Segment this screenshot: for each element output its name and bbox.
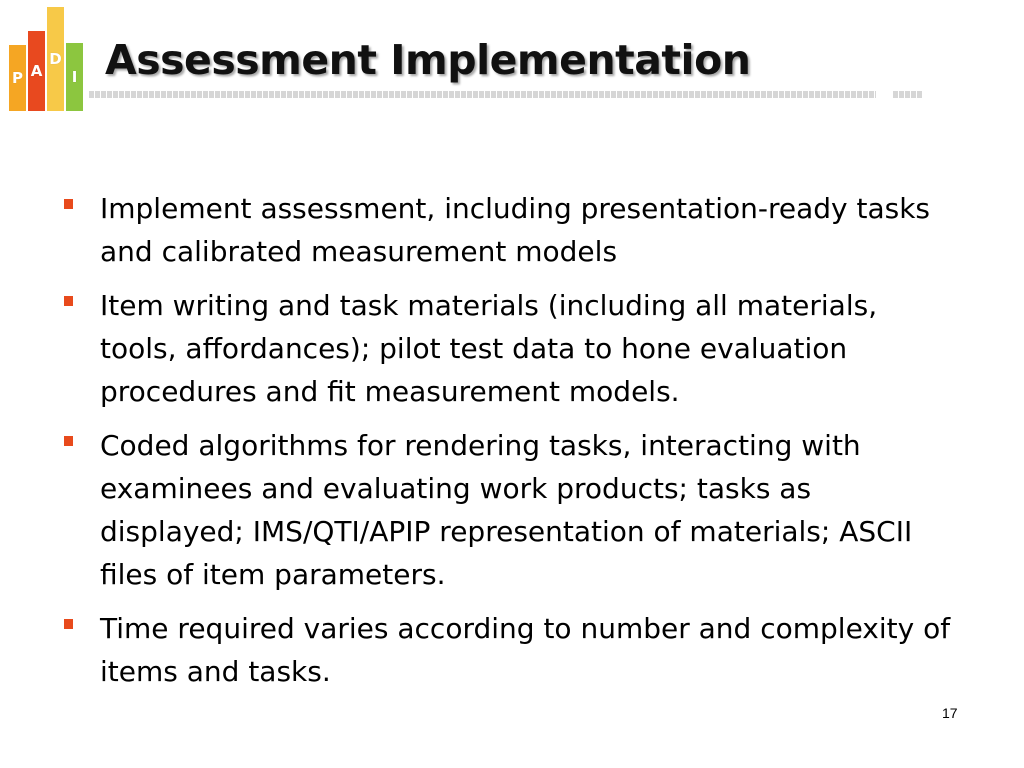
square-bullet-icon xyxy=(64,436,73,446)
padi-logo xyxy=(9,7,85,111)
bullet-item xyxy=(62,187,962,273)
bullet-item xyxy=(62,607,962,693)
logo-bar-d xyxy=(47,7,64,111)
slide-title: Assessment Implementation xyxy=(105,36,751,84)
title-divider xyxy=(89,91,876,98)
slide-number: 17 xyxy=(942,705,958,721)
logo-bar-i xyxy=(66,43,83,111)
logo-bar-a xyxy=(28,31,45,111)
bullet-text: Coded algorithms for rendering tasks, interacting with examinees and evaluating work products; tasks as displayed; IMS/QTI/APIP representation of materials; ASCII files of item parameters. xyxy=(100,429,913,591)
bullet-text: Time required varies according to number and complexity of items and tasks. xyxy=(100,612,951,688)
bullet-text: Item writing and task materials (including all materials, tools, affordances); pilot test data to hone evaluation procedures and fit measurement models. xyxy=(100,289,878,408)
logo-letter-d: D xyxy=(49,50,62,68)
bullet-item xyxy=(62,284,962,413)
title-divider-tail xyxy=(893,91,922,98)
logo-letter-i: I xyxy=(71,68,78,86)
square-bullet-icon xyxy=(64,296,73,306)
square-bullet-icon xyxy=(64,619,73,629)
bullet-item xyxy=(62,424,962,596)
logo-bar-p xyxy=(9,45,26,111)
bullet-text: Implement assessment, including presentation-ready tasks and calibrated measurement models xyxy=(100,192,931,268)
logo-letter-a: A xyxy=(30,62,43,80)
bullet-list xyxy=(62,187,962,704)
square-bullet-icon xyxy=(64,199,73,209)
logo-letter-p: P xyxy=(12,69,23,87)
